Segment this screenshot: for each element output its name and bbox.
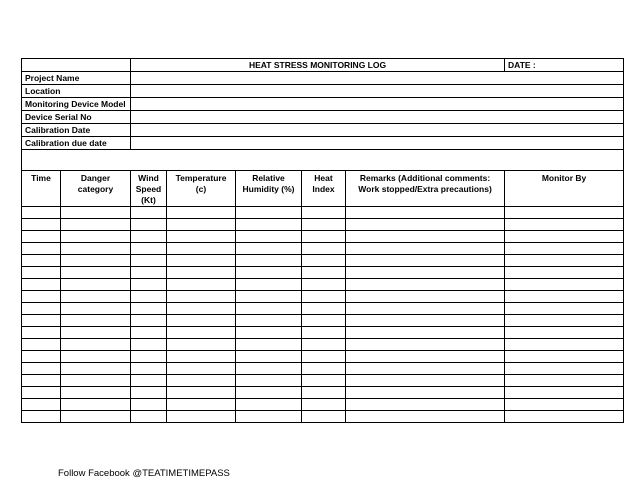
log-entry-cell[interactable] <box>131 339 167 351</box>
log-entry-row <box>22 351 624 363</box>
log-entry-cell[interactable] <box>61 231 131 243</box>
log-entry-cell[interactable] <box>346 411 505 423</box>
log-entry-cell[interactable] <box>61 399 131 411</box>
log-entry-cell[interactable] <box>131 363 167 375</box>
log-entry-cell[interactable] <box>22 315 61 327</box>
log-entry-cell[interactable] <box>236 279 302 291</box>
log-entry-cell[interactable] <box>61 279 131 291</box>
log-entry-cell[interactable] <box>167 387 236 399</box>
title-row <box>22 59 624 72</box>
log-entry-cell[interactable] <box>131 315 167 327</box>
log-entry-cell[interactable] <box>346 339 505 351</box>
log-entry-cell[interactable] <box>236 363 302 375</box>
log-entry-cell[interactable] <box>61 363 131 375</box>
log-entry-cell[interactable] <box>22 243 61 255</box>
log-entry-cell[interactable] <box>131 255 167 267</box>
log-entry-cell[interactable] <box>346 303 505 315</box>
log-entry-cell[interactable] <box>302 351 346 363</box>
info-value-field[interactable] <box>131 85 624 98</box>
log-entry-cell[interactable] <box>236 243 302 255</box>
log-entry-cell[interactable] <box>346 255 505 267</box>
log-entry-cell[interactable] <box>505 411 624 423</box>
log-entry-cell[interactable] <box>346 291 505 303</box>
log-entry-cell[interactable] <box>22 231 61 243</box>
log-entry-cell[interactable] <box>302 363 346 375</box>
log-entry-cell[interactable] <box>505 351 624 363</box>
log-entry-cell[interactable] <box>505 243 624 255</box>
log-entry-row <box>22 207 624 219</box>
column-header: Relative Humidity (%) <box>236 171 302 207</box>
log-entry-cell[interactable] <box>505 231 624 243</box>
info-label: Calibration Date <box>22 124 131 137</box>
log-entry-cell[interactable] <box>167 303 236 315</box>
log-entry-cell[interactable] <box>131 327 167 339</box>
log-entry-cell[interactable] <box>302 231 346 243</box>
log-entry-cell[interactable] <box>302 411 346 423</box>
log-entry-cell[interactable] <box>236 327 302 339</box>
log-entry-cell[interactable] <box>131 267 167 279</box>
log-entry-cell[interactable] <box>131 231 167 243</box>
log-entry-cell[interactable] <box>61 243 131 255</box>
title-spacer-cell <box>22 59 131 72</box>
log-entry-cell[interactable] <box>346 399 505 411</box>
log-entry-cell[interactable] <box>22 291 61 303</box>
log-entry-cell[interactable] <box>302 267 346 279</box>
log-entry-row <box>22 303 624 315</box>
log-entry-cell[interactable] <box>505 255 624 267</box>
log-entry-cell[interactable] <box>167 219 236 231</box>
log-entry-cell[interactable] <box>167 351 236 363</box>
log-entry-cell[interactable] <box>236 399 302 411</box>
footer-credit: Follow Facebook @TEATIMETIMEPASS <box>58 468 230 479</box>
log-entry-cell[interactable] <box>167 267 236 279</box>
log-entry-cell[interactable] <box>167 327 236 339</box>
log-entry-cell[interactable] <box>302 387 346 399</box>
log-entry-cell[interactable] <box>505 267 624 279</box>
log-entry-cell[interactable] <box>236 411 302 423</box>
log-title: HEAT STRESS MONITORING LOG <box>131 59 505 72</box>
info-label: Project Name <box>22 72 131 85</box>
log-entry-cell[interactable] <box>22 267 61 279</box>
info-row <box>22 137 624 150</box>
log-entry-cell[interactable] <box>167 363 236 375</box>
log-entry-cell[interactable] <box>346 231 505 243</box>
log-entry-cell[interactable] <box>167 399 236 411</box>
log-entry-cell[interactable] <box>22 327 61 339</box>
log-entry-cell[interactable] <box>22 351 61 363</box>
date-label[interactable]: DATE : <box>505 59 624 72</box>
log-entry-cell[interactable] <box>167 339 236 351</box>
log-entry-cell[interactable] <box>22 411 61 423</box>
log-entry-cell[interactable] <box>167 231 236 243</box>
column-header: Remarks (Additional comments: Work stopped/Extra precautions) <box>346 171 505 207</box>
log-entry-cell[interactable] <box>22 219 61 231</box>
log-entry-cell[interactable] <box>61 267 131 279</box>
log-entry-cell[interactable] <box>22 255 61 267</box>
log-entry-cell[interactable] <box>22 339 61 351</box>
log-entry-cell[interactable] <box>167 243 236 255</box>
log-entry-row <box>22 399 624 411</box>
log-entry-cell[interactable] <box>22 387 61 399</box>
log-entry-cell[interactable] <box>61 387 131 399</box>
log-entry-cell[interactable] <box>61 303 131 315</box>
log-entry-row <box>22 375 624 387</box>
log-entry-cell[interactable] <box>236 339 302 351</box>
log-entry-cell[interactable] <box>22 363 61 375</box>
log-entry-cell[interactable] <box>346 351 505 363</box>
log-entry-row <box>22 243 624 255</box>
log-entry-cell[interactable] <box>302 219 346 231</box>
log-entry-row <box>22 411 624 423</box>
log-entry-cell[interactable] <box>61 219 131 231</box>
log-entry-cell[interactable] <box>131 291 167 303</box>
log-entry-cell[interactable] <box>505 219 624 231</box>
log-entry-cell[interactable] <box>346 363 505 375</box>
info-label: Device Serial No <box>22 111 131 124</box>
log-entry-cell[interactable] <box>302 339 346 351</box>
log-entry-cell[interactable] <box>505 315 624 327</box>
info-value-field[interactable] <box>131 111 624 124</box>
log-entry-cell[interactable] <box>236 219 302 231</box>
log-entry-cell[interactable] <box>167 411 236 423</box>
log-entry-cell[interactable] <box>302 279 346 291</box>
log-entry-cell[interactable] <box>236 387 302 399</box>
log-entry-cell[interactable] <box>505 279 624 291</box>
log-entry-cell[interactable] <box>167 279 236 291</box>
log-entry-cell[interactable] <box>302 255 346 267</box>
log-entry-cell[interactable] <box>22 207 61 219</box>
info-label: Location <box>22 85 131 98</box>
log-entry-row <box>22 387 624 399</box>
log-entry-cell[interactable] <box>302 303 346 315</box>
column-header-row <box>22 171 624 207</box>
log-entry-cell[interactable] <box>505 207 624 219</box>
log-entry-cell[interactable] <box>131 219 167 231</box>
column-header: Monitor By <box>505 171 624 207</box>
log-entry-cell[interactable] <box>61 375 131 387</box>
log-entry-cell[interactable] <box>61 315 131 327</box>
log-entry-cell[interactable] <box>346 267 505 279</box>
log-entry-cell[interactable] <box>61 411 131 423</box>
log-entry-cell[interactable] <box>236 291 302 303</box>
log-entry-cell[interactable] <box>61 351 131 363</box>
log-entry-cell[interactable] <box>505 387 624 399</box>
log-entry-cell[interactable] <box>505 363 624 375</box>
log-entry-cell[interactable] <box>167 255 236 267</box>
spacer-row <box>22 150 624 171</box>
log-entry-cell[interactable] <box>131 375 167 387</box>
log-entry-cell[interactable] <box>302 291 346 303</box>
log-entry-cell[interactable] <box>302 207 346 219</box>
log-entry-cell[interactable] <box>131 399 167 411</box>
spacer-cell <box>22 150 624 171</box>
info-label: Calibration due date <box>22 137 131 150</box>
info-value-field[interactable] <box>131 98 624 111</box>
log-entry-cell[interactable] <box>302 399 346 411</box>
log-entry-cell[interactable] <box>346 375 505 387</box>
log-entry-cell[interactable] <box>167 291 236 303</box>
log-entry-cell[interactable] <box>346 315 505 327</box>
column-header: Heat Index <box>302 171 346 207</box>
log-entry-row <box>22 267 624 279</box>
log-entry-cell[interactable] <box>131 243 167 255</box>
log-entry-cell[interactable] <box>346 207 505 219</box>
log-entry-row <box>22 279 624 291</box>
log-entry-cell[interactable] <box>131 387 167 399</box>
log-entry-cell[interactable] <box>505 375 624 387</box>
log-entry-cell[interactable] <box>131 303 167 315</box>
log-entry-cell[interactable] <box>346 219 505 231</box>
column-header: Wind Speed (Kt) <box>131 171 167 207</box>
log-entry-cell[interactable] <box>302 375 346 387</box>
log-entry-cell[interactable] <box>22 375 61 387</box>
heat-stress-log-table <box>21 58 624 423</box>
log-entry-cell[interactable] <box>236 303 302 315</box>
log-entry-cell[interactable] <box>346 243 505 255</box>
log-entry-cell[interactable] <box>22 279 61 291</box>
log-entry-row <box>22 363 624 375</box>
log-entry-cell[interactable] <box>505 303 624 315</box>
log-entry-cell[interactable] <box>236 207 302 219</box>
log-entry-cell[interactable] <box>61 339 131 351</box>
log-entry-cell[interactable] <box>302 243 346 255</box>
column-header: Danger category <box>61 171 131 207</box>
log-entry-cell[interactable] <box>61 291 131 303</box>
log-entry-row <box>22 339 624 351</box>
log-entry-cell[interactable] <box>505 399 624 411</box>
log-entry-row <box>22 255 624 267</box>
info-value-field[interactable] <box>131 124 624 137</box>
log-entry-cell[interactable] <box>167 315 236 327</box>
log-entry-row <box>22 219 624 231</box>
log-entry-row <box>22 315 624 327</box>
info-row <box>22 85 624 98</box>
log-entry-cell[interactable] <box>346 327 505 339</box>
log-entry-cell[interactable] <box>236 231 302 243</box>
log-entry-cell[interactable] <box>236 255 302 267</box>
log-entry-cell[interactable] <box>167 207 236 219</box>
log-entry-row <box>22 231 624 243</box>
info-row <box>22 111 624 124</box>
info-value-field[interactable] <box>131 137 624 150</box>
log-entry-row <box>22 291 624 303</box>
log-entry-cell[interactable] <box>236 351 302 363</box>
log-entry-cell[interactable] <box>505 291 624 303</box>
info-value-field[interactable] <box>131 72 624 85</box>
info-row <box>22 72 624 85</box>
log-entry-cell[interactable] <box>236 315 302 327</box>
log-entry-cell[interactable] <box>61 255 131 267</box>
info-label: Monitoring Device Model <box>22 98 131 111</box>
log-entry-cell[interactable] <box>131 411 167 423</box>
info-row <box>22 98 624 111</box>
log-entry-cell[interactable] <box>346 279 505 291</box>
log-entry-cell[interactable] <box>236 375 302 387</box>
log-entry-row <box>22 327 624 339</box>
column-header: Time <box>22 171 61 207</box>
log-entry-cell[interactable] <box>61 327 131 339</box>
log-entry-cell[interactable] <box>22 303 61 315</box>
log-entry-cell[interactable] <box>131 207 167 219</box>
log-entry-cell[interactable] <box>131 279 167 291</box>
log-entry-cell[interactable] <box>302 327 346 339</box>
log-entry-cell[interactable] <box>236 267 302 279</box>
log-entry-cell[interactable] <box>505 327 624 339</box>
log-entry-cell[interactable] <box>302 315 346 327</box>
log-entry-cell[interactable] <box>505 339 624 351</box>
log-entry-cell[interactable] <box>61 207 131 219</box>
log-entry-cell[interactable] <box>346 387 505 399</box>
info-row <box>22 124 624 137</box>
log-entry-cell[interactable] <box>131 351 167 363</box>
log-entry-cell[interactable] <box>167 375 236 387</box>
log-entry-cell[interactable] <box>22 399 61 411</box>
column-header: Temperature (c) <box>167 171 236 207</box>
